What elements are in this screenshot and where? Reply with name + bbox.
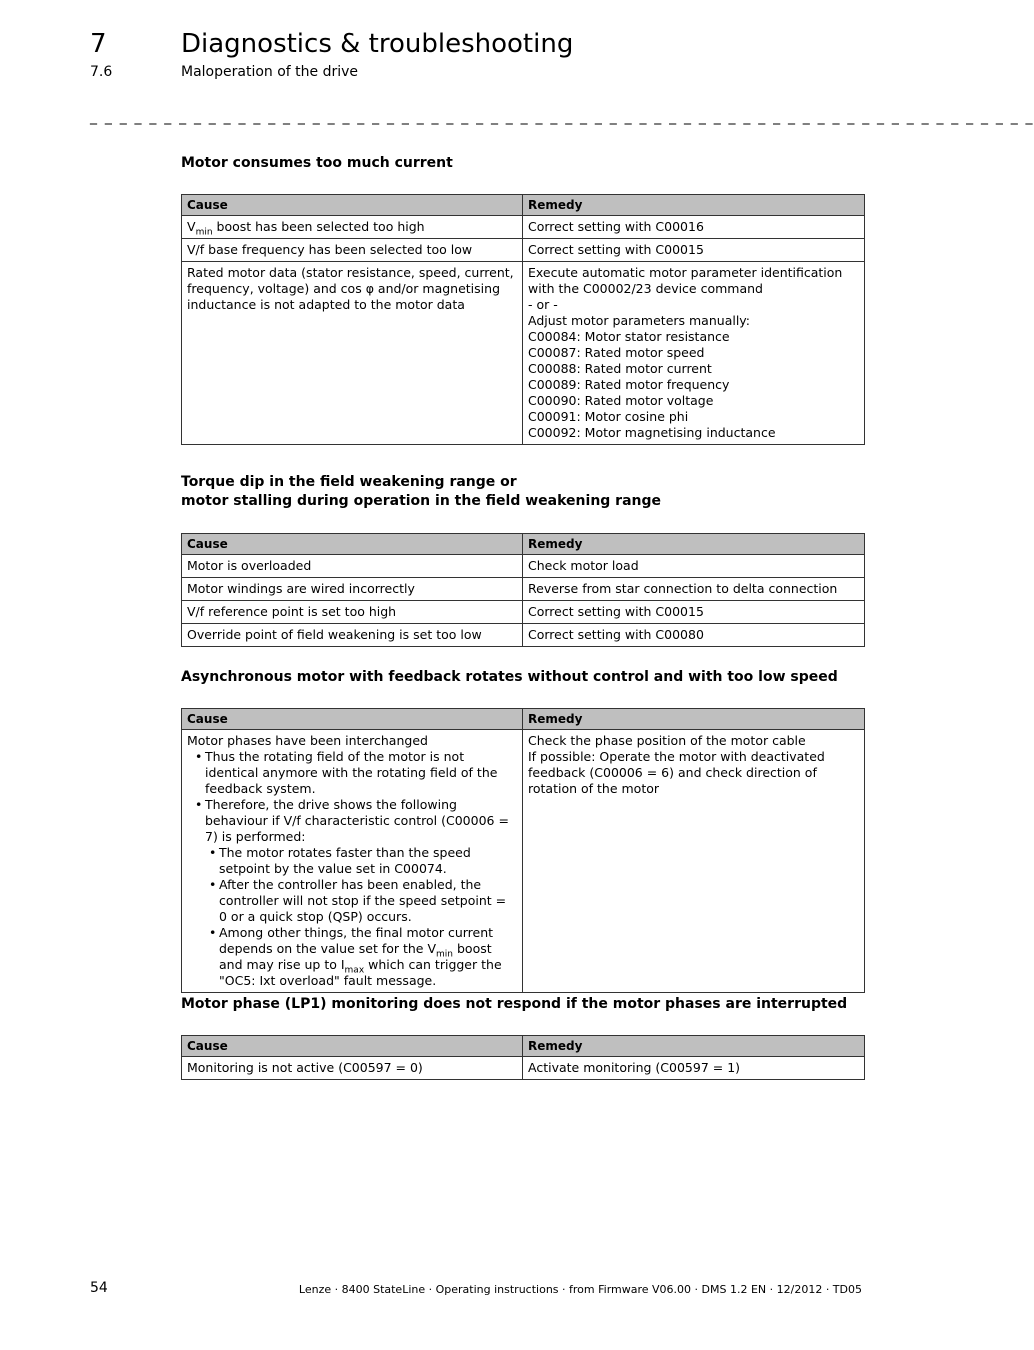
cause-text: boost has been selected too high xyxy=(212,219,425,234)
remedy-line: C00088: Rated motor current xyxy=(528,361,712,376)
table-row xyxy=(182,578,865,601)
column-header-remedy: Remedy xyxy=(523,534,865,555)
column-header-cause: Cause xyxy=(182,195,523,216)
chapter-title: Diagnostics & troubleshooting xyxy=(181,29,574,59)
remedy-line: C00084: Motor stator resistance xyxy=(528,329,730,344)
cause-cell: V/f reference point is set too high xyxy=(182,601,523,624)
list-item-text: boost and may rise up to I xyxy=(219,941,492,972)
remedy-line: Check the phase position of the motor cable xyxy=(528,733,806,748)
heading-phase-monitoring: Motor phase (LP1) monitoring does not respond if the motor phases are interrupted xyxy=(181,996,848,1012)
list-item-text: Therefore, the drive shows the following behaviour if V/f characteristic control (C00006 = 7) is performed: xyxy=(205,797,509,844)
chapter-number: 7 xyxy=(90,29,107,59)
table-header-row xyxy=(182,534,865,555)
table-motor-current xyxy=(181,194,865,445)
footer-text: Lenze · 8400 StateLine · Operating instructions · from Firmware V06.00 · DMS 1.2 EN · 12/2012 · TD05 xyxy=(298,1283,862,1296)
table-torque-dip xyxy=(181,533,865,647)
subscript: min xyxy=(436,949,454,960)
list-item-text: which can trigger the "OC5: Ixt overload" fault message. xyxy=(219,957,502,988)
cause-cell: Rated motor data (stator resistance, speed, current, frequency, voltage) and cos φ and/or magnetising inductance is not adapted to the motor data xyxy=(182,262,523,445)
cause-cell xyxy=(182,730,523,993)
column-header-remedy: Remedy xyxy=(523,709,865,730)
section-number: 7.6 xyxy=(90,64,113,80)
table-header-row xyxy=(182,709,865,730)
column-header-cause: Cause xyxy=(182,534,523,555)
remedy-line: C00091: Motor cosine phi xyxy=(528,409,689,424)
header-separator: _ _ _ _ _ _ _ _ _ _ _ _ _ _ _ _ _ _ _ _ _ _ _ _ _ _ _ _ _ _ _ _ _ _ _ _ _ _ _ _ _ _ _ _ _ _ _ _ _ _ _ _ _ _ _ _ _ _ _ _ _ _ _ _ xyxy=(90,109,1034,125)
remedy-cell xyxy=(523,262,865,445)
table-row xyxy=(182,1057,865,1080)
subscript: max xyxy=(344,965,365,976)
table-row xyxy=(182,601,865,624)
table-row xyxy=(182,624,865,647)
heading-torque-dip xyxy=(181,473,661,511)
remedy-cell: Correct setting with C00015 xyxy=(523,239,865,262)
remedy-cell xyxy=(523,730,865,993)
bullet-list xyxy=(187,749,517,989)
remedy-line: Adjust motor parameters manually: xyxy=(528,313,750,328)
remedy-line: C00089: Rated motor frequency xyxy=(528,377,730,392)
table-row xyxy=(182,216,865,239)
remedy-cell: Correct setting with C00080 xyxy=(523,624,865,647)
heading-motor-current: Motor consumes too much current xyxy=(181,155,453,171)
table-row xyxy=(182,555,865,578)
remedy-line: If possible: Operate the motor with deactivated feedback (C00006 = 6) and check direction of rotation of the motor xyxy=(528,749,825,796)
remedy-line: C00092: Motor magnetising inductance xyxy=(528,425,776,440)
sub-bullet-list xyxy=(205,845,517,989)
remedy-line: - or - xyxy=(528,297,558,312)
cause-intro: Motor phases have been interchanged xyxy=(187,733,428,748)
remedy-line: C00090: Rated motor voltage xyxy=(528,393,714,408)
remedy-cell: Correct setting with C00016 xyxy=(523,216,865,239)
cause-cell: Monitoring is not active (C00597 = 0) xyxy=(182,1057,523,1080)
table-row xyxy=(182,239,865,262)
remedy-cell: Correct setting with C00015 xyxy=(523,601,865,624)
remedy-cell: Reverse from star connection to delta connection xyxy=(523,578,865,601)
cause-cell: V/f base frequency has been selected too low xyxy=(182,239,523,262)
heading-line: Torque dip in the field weakening range or xyxy=(181,474,517,490)
sub-list-item: • The motor rotates faster than the speed setpoint by the value set in C00074. xyxy=(219,845,517,877)
table-async-motor xyxy=(181,708,865,993)
subscript: min xyxy=(195,227,213,238)
column-header-remedy: Remedy xyxy=(523,195,865,216)
section-title: Maloperation of the drive xyxy=(181,64,359,80)
table-header-row xyxy=(182,195,865,216)
sub-list-item xyxy=(219,925,517,989)
cause-text: V xyxy=(187,219,196,234)
remedy-cell: Check motor load xyxy=(523,555,865,578)
heading-line: motor stalling during operation in the field weakening range xyxy=(181,493,662,509)
list-item xyxy=(205,797,517,989)
list-item: • Thus the rotating field of the motor is not identical anymore with the rotating field of the feedback system. xyxy=(205,749,517,797)
table-row xyxy=(182,262,865,445)
column-header-remedy: Remedy xyxy=(523,1036,865,1057)
table-row xyxy=(182,730,865,993)
remedy-line: C00087: Rated motor speed xyxy=(528,345,705,360)
list-item-text: Among other things, the final motor current depends on the value set for the V xyxy=(219,925,494,956)
table-phase-monitoring xyxy=(181,1035,865,1080)
sub-list-item: • After the controller has been enabled, the controller will not stop if the speed setpoint = 0 or a quick stop (QSP) occurs. xyxy=(219,877,517,925)
heading-async-motor: Asynchronous motor with feedback rotates without control and with too low speed xyxy=(181,669,838,685)
cause-cell: Motor is overloaded xyxy=(182,555,523,578)
column-header-cause: Cause xyxy=(182,709,523,730)
cause-cell xyxy=(182,216,523,239)
remedy-cell: Activate monitoring (C00597 = 1) xyxy=(523,1057,865,1080)
page-number: 54 xyxy=(90,1280,108,1296)
remedy-line: Execute automatic motor parameter identification with the C00002/23 device command xyxy=(528,265,843,296)
column-header-cause: Cause xyxy=(182,1036,523,1057)
cause-cell: Override point of field weakening is set too low xyxy=(182,624,523,647)
table-header-row xyxy=(182,1036,865,1057)
cause-cell: Motor windings are wired incorrectly xyxy=(182,578,523,601)
